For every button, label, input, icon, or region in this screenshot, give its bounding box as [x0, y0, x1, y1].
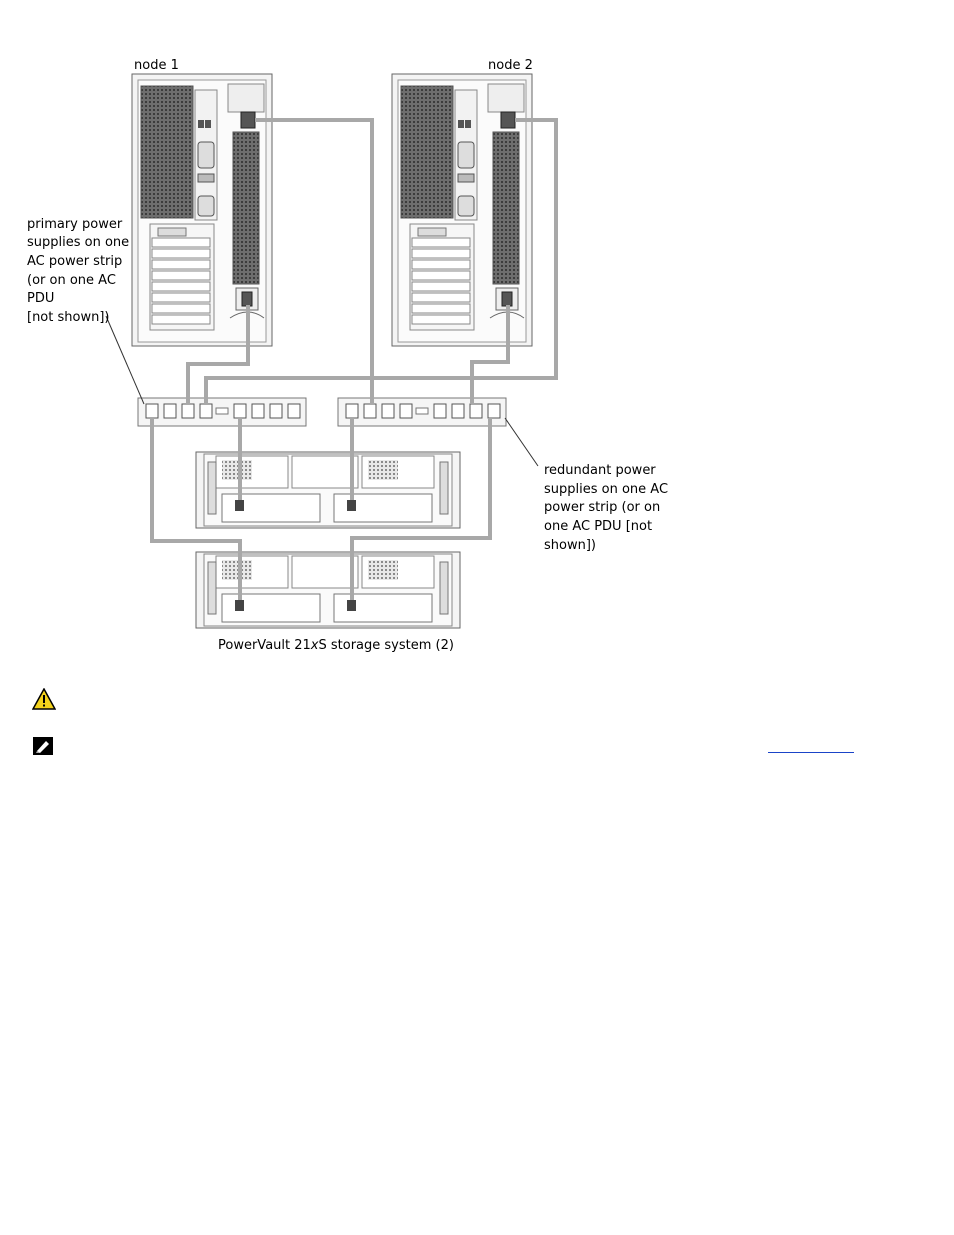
node-1-server — [132, 74, 272, 346]
cable-node1-redundant — [255, 120, 372, 404]
redundant-power-label — [544, 463, 668, 553]
storage-system-2 — [196, 552, 460, 628]
storage-caption: PowerVault 21xS storage system (2) — [218, 638, 454, 653]
svg-text:PDU: PDU — [27, 291, 55, 306]
pencil-note-icon — [33, 737, 53, 755]
storage-system-1 — [196, 452, 460, 528]
svg-text:supplies on one: supplies on one — [27, 235, 130, 250]
svg-text:redundant power: redundant power — [544, 463, 656, 478]
svg-text:AC power strip: AC power strip — [27, 254, 123, 269]
primary-power-label — [27, 217, 129, 325]
svg-text:primary power: primary power — [27, 217, 123, 232]
warning-triangle-icon — [32, 688, 56, 710]
cross-reference-link[interactable] — [768, 738, 854, 753]
power-strip-right — [338, 398, 506, 426]
svg-text:power strip (or on: power strip (or on — [544, 500, 661, 515]
redundant-leader-line — [505, 418, 538, 466]
node-2-server — [392, 74, 532, 346]
power-strip-left — [138, 398, 306, 426]
svg-text:supplies on one AC: supplies on one AC — [544, 482, 669, 497]
svg-text:one AC PDU [not: one AC PDU [not — [544, 519, 653, 534]
svg-text:(or on one AC: (or on one AC — [27, 273, 116, 288]
node-1-label: node 1 — [134, 58, 179, 73]
svg-text:[not shown]): [not shown]) — [27, 310, 110, 325]
node-2-label: node 2 — [488, 58, 533, 73]
svg-text:shown]): shown]) — [544, 538, 596, 553]
